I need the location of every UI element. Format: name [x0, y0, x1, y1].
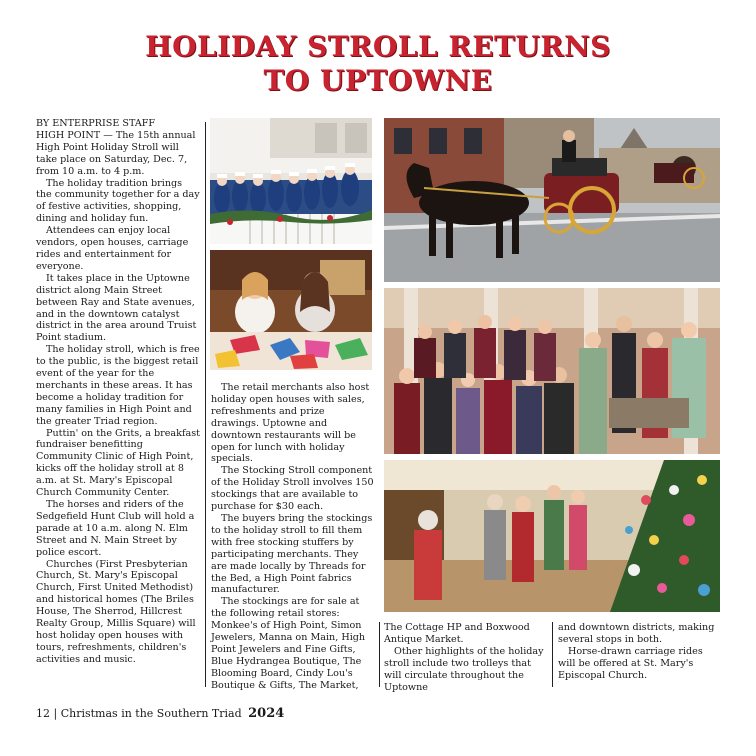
paragraph: The horses and riders of the Sedgefield Hunt Club will hold a parade at 10 a.m. along N. Elm Street and N. Main Street by police escort.: [36, 499, 195, 558]
paragraph: It takes place in the Uptowne district along Main Street between Ray and State avenues, and in the downtown catalyst district in the area around Truist Point stadium.: [36, 272, 197, 344]
page-number: 12: [36, 707, 50, 720]
article-column-3: [384, 622, 547, 693]
paragraph: The holiday tradition brings the community together for a day of festive activities, shopping, dining and holiday fun.: [36, 177, 200, 225]
article-column-4: [558, 622, 720, 682]
paragraph: Other highlights of the holiday stroll include two trolleys that will circulate throughout the Uptowne: [384, 645, 544, 693]
photo-shop-christmas-tree: [384, 460, 720, 612]
publication-year: 2024: [248, 706, 285, 721]
paragraph: Churches (First Presbyterian Church, St. Mary's Episcopal Church, First United Methodist) and historical homes (The Briles House, The Sherrod, Hillcrest Realty Group, Millis Square) will host holiday open houses with tours, refreshments, children's activities and music.: [36, 558, 196, 665]
publication-name: Christmas in the Southern Triad: [60, 707, 242, 720]
footer-separator: |: [53, 707, 58, 720]
paragraph: Puttin' on the Grits, a breakfast fundraiser benefitting Community Clinic of High Point, kicks off the holiday stroll at 8 a.m. at St. Mary's Episcopal Church Community Center.: [36, 427, 200, 499]
headline-line-2: TO UPTOWNE: [263, 64, 493, 97]
paragraph: The Stocking Stroll component of the Holiday Stroll involves 150 stockings that are available to purchase for $30 each.: [211, 465, 374, 513]
photo-horse-carriage: [384, 118, 720, 282]
column-divider: [552, 622, 553, 687]
paragraph: The stockings are for sale at the following retail stores: Monkee's of High Point, Simon Jewelers, Manna on Main, High Point Jewelers and Fine Gifts, Blue Hydrangea Boutique, The Blooming Board, Cindy Lou's Boutique & Gifts, The Market,: [211, 596, 366, 691]
headline-line-1: HOLIDAY STROLL RETURNS: [145, 30, 611, 63]
photo-costumed-carolers: [384, 288, 720, 454]
paragraph: The Cottage HP and Boxwood Antique Market.: [384, 622, 530, 645]
photo-choir-on-porch: [210, 118, 372, 244]
headline: [0, 30, 756, 98]
column-divider: [205, 122, 206, 687]
paragraph: HIGH POINT — The 15th annual High Point Holiday Stroll will take place on Saturday, Dec. 7, from 10 a.m. to 4 p.m.: [36, 129, 196, 177]
paragraph: The retail merchants also host holiday open houses with sales, refreshments and prize drawings. Uptowne and downtown restaurants will be open for lunch with holiday specials.: [211, 382, 370, 465]
page-footer: [36, 706, 284, 721]
paragraph: Attendees can enjoy local vendors, open houses, carriage rides and entertainment for everyone.: [36, 225, 189, 272]
article-column-1: [36, 118, 200, 666]
photo-children-crafting: [210, 250, 372, 370]
paragraph: Horse-drawn carriage rides will be offered at St. Mary's Episcopal Church.: [558, 645, 703, 681]
byline: BY ENTERPRISE STAFF: [36, 118, 156, 129]
paragraph: The buyers bring the stockings to the holiday stroll to fill them with free stocking stuffers by participating merchants. They are made locally by Threads for the Bed, a High Point fabrics manufacturer.: [211, 512, 373, 596]
article-column-2: [211, 382, 374, 692]
paragraph: and downtown districts, making several stops in both.: [558, 622, 715, 645]
column-divider: [379, 622, 380, 687]
paragraph: The holiday stroll, which is free to the public, is the biggest retail event of the year for the merchants in these areas. It has become a holiday tradition for many families in High Point and the greater Triad region.: [36, 344, 200, 427]
